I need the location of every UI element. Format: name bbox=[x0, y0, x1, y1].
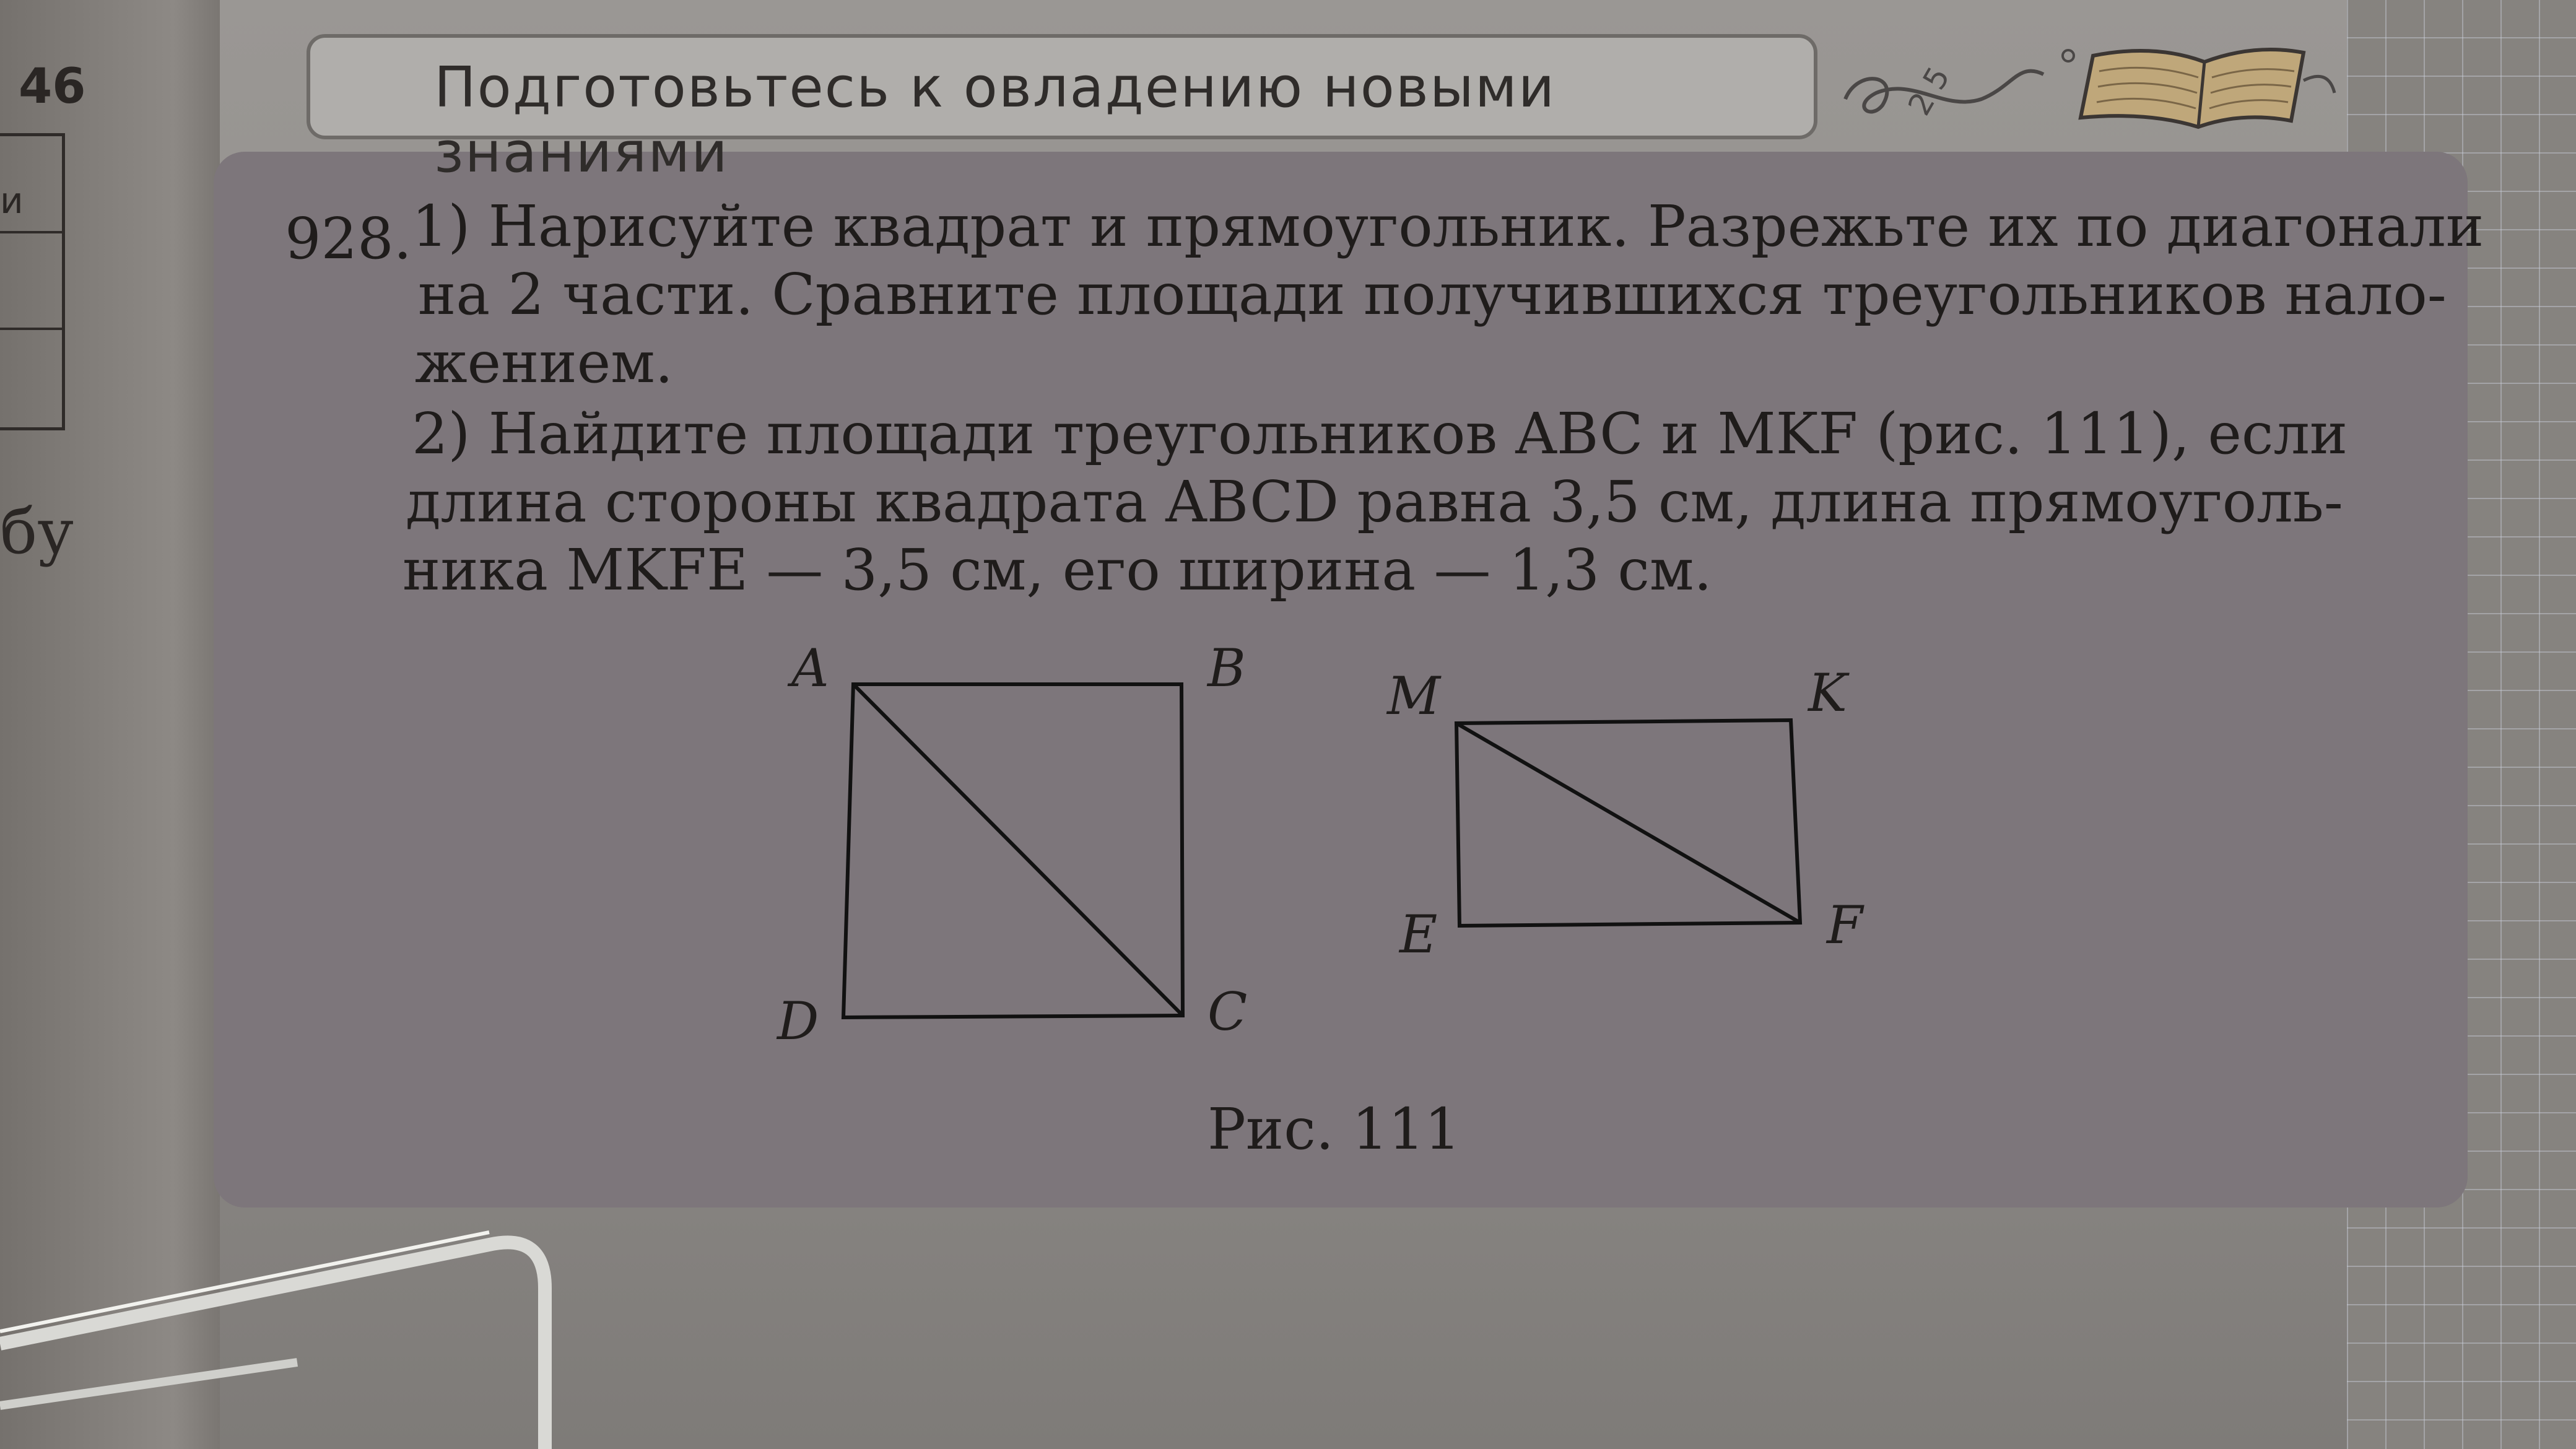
vertex-label-f: F bbox=[1827, 895, 1863, 955]
scribble-digits: 2 5 bbox=[1901, 61, 1957, 121]
left-page-fragment: бу bbox=[0, 495, 74, 568]
vertex-label-k: K bbox=[1808, 663, 1847, 723]
exercise-number: 928. bbox=[285, 206, 412, 272]
figure-caption: Рис. 111 bbox=[1208, 1096, 1461, 1162]
exercise-line: длина стороны квадрата ABCD равна 3,5 см, длина прямоуголь- bbox=[406, 469, 2343, 535]
exercise-line: 2) Найдите площади треугольников ABC и MKF (рис. 111), если bbox=[412, 401, 2348, 467]
exercise-line: ника MKFE — 3,5 см, его ширина — 1,3 см. bbox=[402, 537, 1712, 603]
vertex-label-c: C bbox=[1208, 981, 1248, 1042]
exercise-line: жением. bbox=[415, 329, 673, 396]
exercise-line: 1) Нарисуйте квадрат и прямоугольник. Разрежьте их по диагонали bbox=[412, 193, 2484, 259]
vertex-label-a: A bbox=[791, 638, 829, 698]
vertex-label-e: E bbox=[1399, 904, 1438, 965]
exercise-line: на 2 части. Сравните площади получившихся треугольников нало- bbox=[418, 261, 2447, 328]
left-page-number: 46 bbox=[19, 59, 86, 115]
vertex-label-d: D bbox=[777, 991, 819, 1051]
vertex-label-b: B bbox=[1208, 638, 1246, 698]
vertex-label-m: M bbox=[1387, 666, 1441, 726]
left-page-fragment-top: и bbox=[0, 180, 24, 222]
section-header-title: Подготовьтесь к овладению новыми знаниями bbox=[434, 55, 1556, 185]
